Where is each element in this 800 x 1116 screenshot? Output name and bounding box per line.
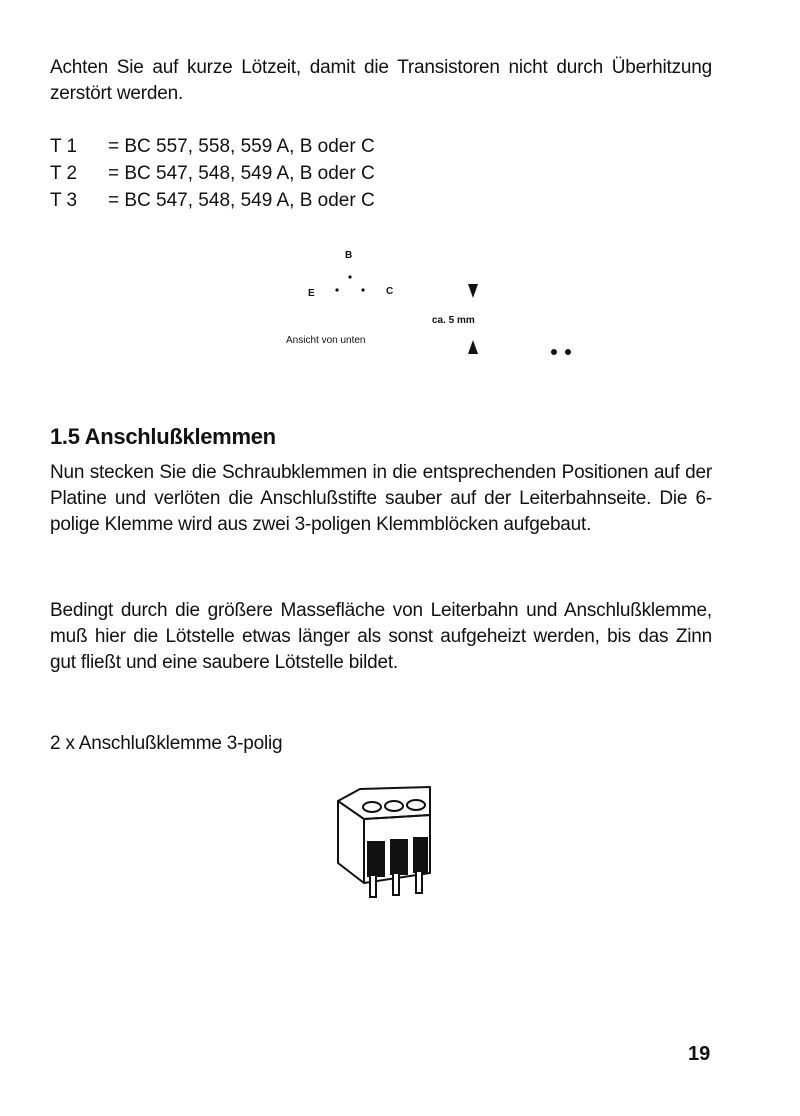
bottom-view-caption: Ansicht von unten	[286, 335, 366, 346]
transistor-value: = BC 557, 558, 559 A, B oder C	[108, 136, 375, 157]
arrow-up-icon	[468, 340, 478, 354]
section-heading: 1.5 Anschlußklemmen	[50, 424, 276, 449]
section-paragraph-1: Nun stecken Sie die Schraubklemmen in die entsprechenden Positionen auf der Platine und verlöten die Anschlußstifte sauber auf der Leiterbahnseite. Die 6-polige Klemme wird aus zwei 3-poligen Klemmblöcken aufgebaut.	[50, 462, 712, 535]
pin-label-collector: C	[386, 286, 394, 297]
section-paragraph-2: Bedingt durch die größere Massefläche von Leiterbahn und Anschlußklemme, muß hier die Lötstelle etwas länger als sonst aufgeheizt werden, bis das Zinn gut fließt und eine saubere Lötstelle bildet.	[50, 600, 712, 673]
transistor-label: T 1	[50, 136, 78, 157]
distance-label: ca. 5 mm	[432, 315, 475, 326]
transistor-label: T 3	[50, 190, 78, 211]
transistor-row	[50, 133, 375, 160]
parts-line: 2 x Anschlußklemme 3-polig	[50, 733, 283, 754]
page-number: 19	[688, 1043, 711, 1065]
transistor-row	[50, 187, 375, 214]
intro-paragraph: Achten Sie auf kurze Lötzeit, damit die Transistoren nicht durch Überhitzung zerstört werden.	[50, 57, 712, 104]
transistor-value: = BC 547, 548, 549 A, B oder C	[108, 163, 375, 184]
transistor-label: T 2	[50, 163, 78, 184]
transistor-mounting-diagram	[0, 230, 800, 390]
transistor-value: = BC 547, 548, 549 A, B oder C	[108, 190, 375, 211]
transistor-row	[50, 160, 375, 187]
pin-label-emitter: E	[308, 288, 315, 299]
pin-label-base: B	[345, 250, 353, 261]
transistor-list	[50, 133, 375, 214]
arrow-down-icon	[468, 284, 478, 298]
terminal-block-illustration	[330, 785, 440, 900]
